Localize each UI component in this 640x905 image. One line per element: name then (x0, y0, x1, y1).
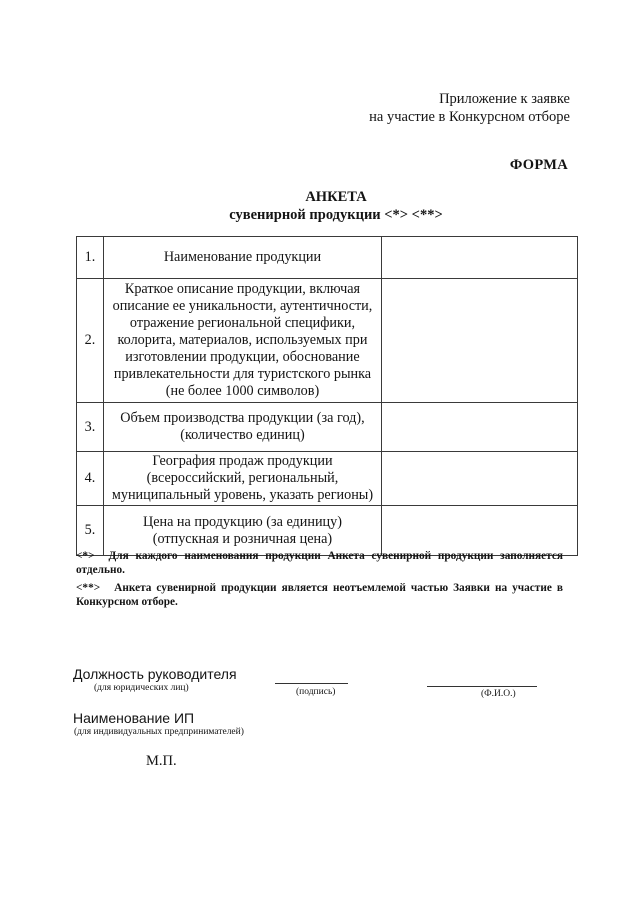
description-line: Краткое описание продукции, включая (124, 281, 361, 297)
row-description (103, 452, 381, 506)
questionnaire-table (76, 236, 578, 556)
description-line: изготовлении продукции, обоснование (125, 349, 360, 365)
form-label: ФОРМА (509, 157, 568, 173)
row-description (103, 237, 381, 279)
row-value-field[interactable] (382, 279, 578, 403)
row-description (103, 403, 381, 452)
footnote-1 (76, 549, 563, 577)
title-line-1: АНКЕТА (305, 189, 367, 205)
row-description (103, 506, 381, 556)
description-line: (отпускная и розничная цена) (152, 530, 333, 547)
table-row (77, 452, 578, 506)
position-label: Должность руководителя (73, 666, 237, 682)
ip-name-label: Наименование ИП (73, 710, 195, 726)
legal-entities-hint: (для юридических лиц) (94, 683, 189, 693)
appendix-note (369, 90, 570, 126)
footnote-2-mark: <**> (76, 582, 101, 594)
table-row (77, 506, 578, 556)
description-line: (количество единиц) (180, 427, 305, 443)
footnote-2-text: Анкета сувенирной продукции является неотъемлемой частью Заявки на участие в Конкурсном отборе. (76, 582, 563, 608)
appendix-line-2: на участие в Конкурсном отборе (369, 109, 570, 125)
row-number: 5. (77, 506, 104, 556)
row-number: 4. (77, 452, 104, 506)
table-row (77, 237, 578, 279)
description-line: отражение региональной специфики, (129, 315, 356, 331)
row-number: 1. (77, 237, 104, 279)
table-row (77, 403, 578, 452)
description-line: привлекательности для туристского рынка (113, 366, 372, 382)
description-line: колорита, материалов, используемых при (117, 332, 368, 348)
row-value-field[interactable] (382, 506, 578, 556)
footnote-2 (76, 581, 563, 609)
footnote-1-mark: <*> (76, 550, 95, 562)
row-number: 2. (77, 279, 104, 403)
row-value-field[interactable] (382, 403, 578, 452)
signature-line[interactable] (275, 683, 348, 684)
signature-hint: (подпись) (296, 687, 336, 697)
row-value-field[interactable] (382, 452, 578, 506)
title-line-2: сувенирной продукции <*> <**> (229, 207, 443, 223)
description-line: География продаж продукции (152, 453, 333, 469)
row-number: 3. (77, 403, 104, 452)
description-line: (не более 1000 символов) (165, 383, 320, 399)
row-value-field[interactable] (382, 237, 578, 279)
description-line: описание ее уникальности, аутентичности, (112, 298, 373, 314)
description-line: Цена на продукцию (за единицу) (142, 513, 342, 530)
fio-hint: (Ф.И.О.) (481, 689, 516, 699)
description-line: Объем производства продукции (за год), (120, 410, 365, 426)
description-line: (всероссийский, региональный, (146, 470, 339, 486)
ip-hint: (для индивидуальных предпринимателей) (74, 727, 244, 737)
appendix-line-1: Приложение к заявке (439, 91, 570, 107)
document-title (0, 188, 640, 224)
footnote-1-text: Для каждого наименования продукции Анкета сувенирной продукции заполняется отдельно. (76, 550, 563, 576)
description-line: муниципальный уровень, указать регионы) (111, 487, 374, 503)
description-line: Наименование продукции (163, 249, 322, 265)
row-description (103, 279, 381, 403)
footnotes (76, 549, 563, 613)
table-row (77, 279, 578, 403)
fio-line[interactable] (427, 686, 537, 687)
stamp-label: М.П. (146, 753, 177, 769)
